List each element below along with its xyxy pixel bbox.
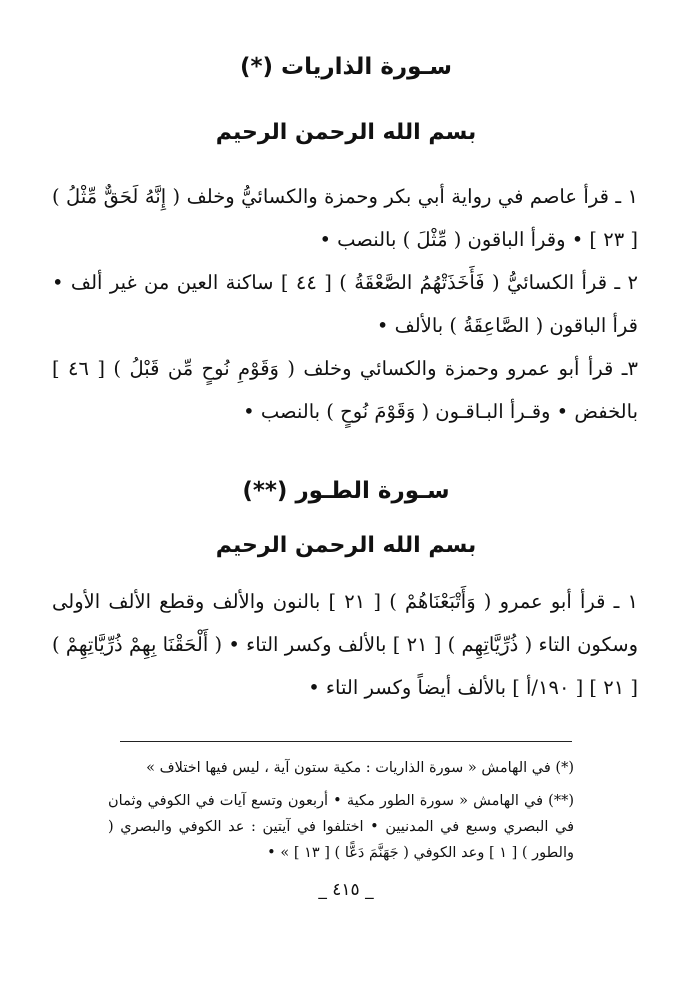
footnote-tur: (**) في الهامش « سورة الطور مكية • أربعون وتسع آيات في الكوفي وثمان في البصري وسبع في المدنيين • اختلفوا في آيتين : عد الكوفي والبصري ( والطور ) [ ١ ] وعد الكوفي ( جَهَنَّمَ دَعًّا ) [ ١٣ ] » • [108, 793, 574, 861]
dhariyat-item-2: ٢ ـ قرأ الكسائيُّ ( فَأَخَذَتْهُمُ الصَّعْقَةُ ) [ ٤٤ ] ساكنة العين من غير ألف • قرأ الباقون ( الصَّاعِقَةُ ) بالألف • [52, 271, 638, 337]
basmala-dhariyat: بسم الله الرحمن الرحيم [215, 120, 477, 145]
footnote-dhariyat: (*) في الهامش « سورة الذاريات : مكية ستون آية ، ليس فيها اختلاف » [146, 760, 574, 776]
dhariyat-item-1: ١ ـ قرأ عاصم في رواية أبي بكر وحمزة والكسائيُّ وخلف ( إِنَّهُ لَحَقٌّ مِّثْلُ ) [ ٢٣ ] • وقرأ الباقون ( مِّثْلَ ) بالنصب • [52, 185, 638, 251]
basmala-tur: بسم الله الرحمن الرحيم [215, 533, 477, 558]
dhariyat-item-3: ٣ـ قرأ أبو عمرو وحمزة والكسائي وخلف ( وَقَوْمِ نُوحٍ مِّن قَبْلُ ) [ ٤٦ ] بالخفض • وقـرأ البـاقـون ( وَقَوْمَ نُوحٍ ) بالنصب • [52, 357, 638, 423]
footnote-divider [120, 741, 572, 742]
page-number: _ ٤١٥ _ [318, 880, 374, 900]
surah-tur-title: سـورة الطـور (**) [242, 478, 450, 504]
surah-dhariyat-title: سـورة الذاريات (*) [239, 54, 453, 80]
tur-item-1: ١ ـ قرأ أبو عمرو ( وَأَتْبَعْنَاهُمْ ) [ ٢١ ] بالنون والألف وقطع الألف الأولى وسكون التاء ( ذُرِّيَّاتِهِم ) [ ٢١ ] بالألف وكسر التاء • ( أَلْحَقْنَا بِهِمْ ذُرِّيَّاتِهِمْ ) [ ٢١ ] [ ١٩٠/أ ] بالألف أيضاً وكسر التاء • [52, 590, 639, 699]
